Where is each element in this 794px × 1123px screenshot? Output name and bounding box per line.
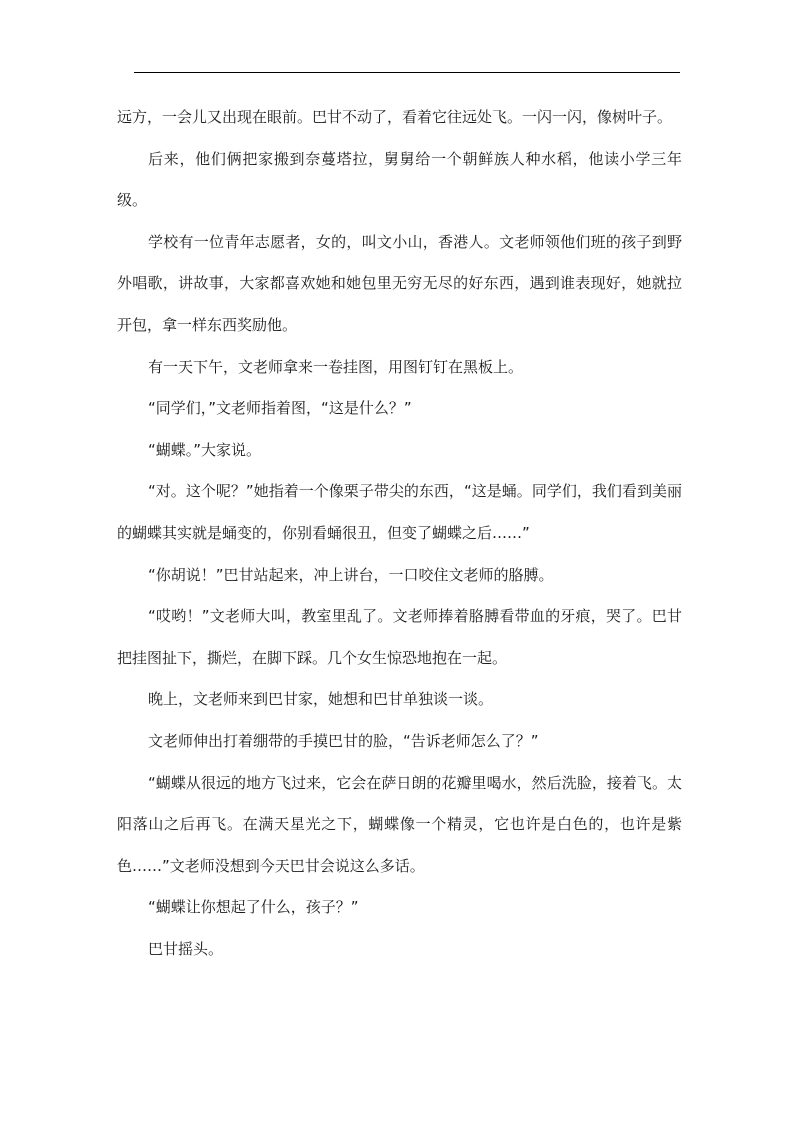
paragraph: “蝴蝶从很远的地方飞过来，它会在萨日朗的花瓣里喝水，然后洗脸，接着飞。太阳落山之后再飞。在满天星光之下，蝴蝶像一个精灵，它也许是白色的，也许是紫色……”文老师没想到今天巴甘会说这么多话。 (117, 773, 682, 875)
paragraph: “同学们，”文老师指着图，“这是什么？” (148, 399, 412, 418)
paragraph: “哎哟！”文老师大叫，教室里乱了。文老师捧着胳膊看带血的牙痕，哭了。巴甘把挂图扯下，撕烂，在脚下踩。几个女生惊恐地抱在一起。 (117, 607, 682, 667)
paragraph: 学校有一位青年志愿者，女的，叫文小山，香港人。文老师领他们班的孩子到野外唱歌，讲故事，大家都喜欢她和她包里无穷无尽的好东西，遇到谁表现好，她就拉开包，拿一样东西奖励他。 (117, 232, 682, 334)
paragraph: 远方，一会儿又出现在眼前。巴甘不动了，看着它往远处飞。一闪一闪，像树叶子。 (117, 108, 673, 126)
paragraph: “蝴蝶让你想起了什么，孩子？” (148, 898, 359, 917)
paragraph: 有一天下午，文老师拿来一卷挂图，用图钉钉在黑板上。 (148, 357, 524, 376)
paragraph: “对。这个呢？”她指着一个像栗子带尖的东西，“这是蛹。同学们，我们看到美丽的蝴蝶其实就是蛹变的，你别看蛹很丑，但变了蝴蝶之后……” (117, 482, 682, 542)
paragraph: 巴甘摇头。 (148, 939, 224, 958)
paragraph: “蝴蝶。”大家说。 (148, 440, 262, 459)
paragraph: 晚上，文老师来到巴甘家，她想和巴甘单独谈一谈。 (148, 690, 494, 709)
document-body (117, 97, 682, 970)
paragraph: 后来，他们俩把家搬到奈蔓塔拉，舅舅给一个朝鲜族人种水稻，他读小学三年级。 (117, 149, 682, 210)
header-rule (134, 72, 680, 73)
paragraph: 文老师伸出打着绷带的手摸巴甘的脸，“告诉老师怎么了？” (148, 731, 539, 750)
paragraph: “你胡说！”巴甘站起来，冲上讲台，一口咬住文老师的胳膊。 (148, 565, 554, 584)
